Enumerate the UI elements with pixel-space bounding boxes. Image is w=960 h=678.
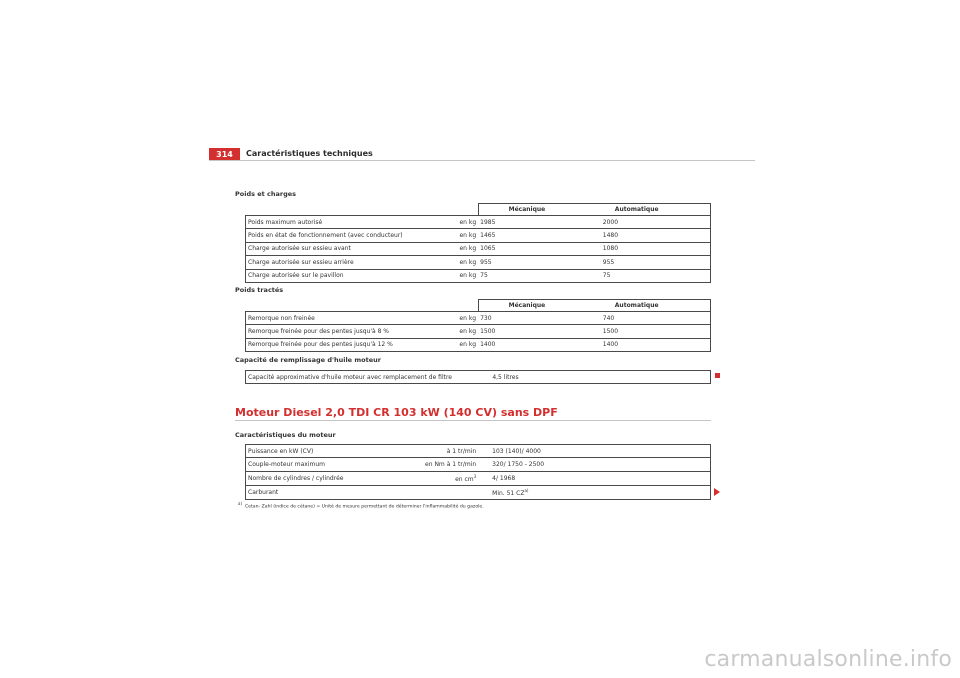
row-unit-cell xyxy=(409,471,478,485)
row-automatique: 1480 xyxy=(601,229,711,242)
row-label: Remorque freinée pour des pentes jusqu'à 12 % xyxy=(246,338,429,351)
row-automatique: 75 xyxy=(601,269,711,282)
row-unit xyxy=(409,485,478,499)
row-unit: en kg xyxy=(428,229,478,242)
row-automatique: 740 xyxy=(601,312,711,325)
row-label: Remorque non freinée xyxy=(246,312,429,325)
page-number-badge: 314 xyxy=(209,148,240,161)
row-mecanique: 1985 xyxy=(478,216,601,229)
row-mecanique: 1500 xyxy=(478,325,601,338)
row-mecanique: 75 xyxy=(478,269,601,282)
table-row xyxy=(246,471,711,485)
footnote xyxy=(238,501,484,510)
row-value: Min. 51 CZ xyxy=(492,489,525,497)
row-automatique: 955 xyxy=(601,256,711,269)
row-label: Puissance en kW (CV) xyxy=(246,445,410,458)
engine-heading: Moteur Diesel 2,0 TDI CR 103 kW (140 CV) sans DPF xyxy=(235,406,558,419)
table-row xyxy=(246,256,711,269)
row-unit: en kg xyxy=(428,256,478,269)
row-value-cell xyxy=(478,485,710,499)
table-row xyxy=(246,325,711,338)
row-automatique: 1500 xyxy=(601,325,711,338)
towing-table xyxy=(245,299,711,352)
row-label: Couple-moteur maximum xyxy=(246,458,410,471)
oil-capacity-label: Capacité approximative d'huile moteur avec remplacement de filtre xyxy=(246,371,491,384)
row-mecanique: 1065 xyxy=(478,242,601,255)
towing-col-automatique: Automatique xyxy=(601,300,711,312)
row-value: 103 (140)/ 4000 xyxy=(478,445,710,458)
towing-col-mecanique: Mécanique xyxy=(478,300,601,312)
oil-capacity-value: 4,5 litres xyxy=(490,371,710,384)
row-mecanique: 730 xyxy=(478,312,601,325)
row-automatique: 1400 xyxy=(601,338,711,351)
page-header-title: Caractéristiques techniques xyxy=(246,149,373,158)
table-row xyxy=(246,269,711,282)
row-automatique: 1080 xyxy=(601,242,711,255)
row-unit: en kg xyxy=(428,269,478,282)
row-label: Charge autorisée sur essieu avant xyxy=(246,242,429,255)
row-value: 4/ 1968 xyxy=(478,471,710,485)
row-unit: en kg xyxy=(428,325,478,338)
section-end-marker xyxy=(715,373,720,378)
row-unit: à 1 tr/min xyxy=(409,445,478,458)
towing-table-header xyxy=(246,300,711,312)
row-mecanique: 1465 xyxy=(478,229,601,242)
row-automatique: 2000 xyxy=(601,216,711,229)
table-row xyxy=(246,458,711,471)
row-unit-sup: 3 xyxy=(473,473,477,479)
row-unit: en kg xyxy=(428,242,478,255)
header-divider xyxy=(209,160,755,161)
table-row xyxy=(246,229,711,242)
engine-table xyxy=(245,444,711,500)
table-row xyxy=(246,371,711,384)
watermark: carmanualsonline.info xyxy=(704,647,952,672)
row-label: Poids maximum autorisé xyxy=(246,216,429,229)
row-mecanique: 955 xyxy=(478,256,601,269)
weights-table-header xyxy=(246,204,711,216)
row-value: 320/ 1750 - 2500 xyxy=(478,458,710,471)
engine-heading-divider xyxy=(235,420,711,421)
row-unit: en kg xyxy=(428,312,478,325)
footnote-marker: a) xyxy=(238,501,243,506)
weights-section-title: Poids et charges xyxy=(235,190,297,198)
table-row xyxy=(246,338,711,351)
table-row xyxy=(246,445,711,458)
row-label: Charge autorisée sur essieu arrière xyxy=(246,256,429,269)
engine-subtitle: Caractéristiques du moteur xyxy=(235,431,336,439)
continue-arrow-icon xyxy=(714,488,720,496)
table-row xyxy=(246,485,711,499)
row-unit: en cm xyxy=(455,475,474,483)
row-label: Poids en état de fonctionnement (avec conducteur) xyxy=(246,229,429,242)
table-row xyxy=(246,242,711,255)
table-row xyxy=(246,216,711,229)
towing-section-title: Poids tractés xyxy=(235,286,284,294)
row-label: Remorque freinée pour des pentes jusqu'à 8 % xyxy=(246,325,429,338)
row-unit: en Nm à 1 tr/min xyxy=(409,458,478,471)
row-label: Charge autorisée sur le pavillon xyxy=(246,269,429,282)
footnote-text: Cetan- Zahl (indice de cétane) = Unité de mesure permettant de déterminer l'inflammabilité du gazole. xyxy=(244,504,484,510)
table-row xyxy=(246,312,711,325)
weights-table xyxy=(245,203,711,283)
oil-section-title: Capacité de remplissage d'huile moteur xyxy=(235,356,381,364)
row-label: Carburant xyxy=(246,485,410,499)
row-value-sup: a) xyxy=(524,487,529,493)
row-unit: en kg xyxy=(428,216,478,229)
row-label: Nombre de cylindres / cylindrée xyxy=(246,471,410,485)
weights-col-automatique: Automatique xyxy=(601,204,711,216)
oil-table xyxy=(245,370,711,384)
row-unit: en kg xyxy=(428,338,478,351)
row-mecanique: 1400 xyxy=(478,338,601,351)
weights-col-mecanique: Mécanique xyxy=(478,204,601,216)
